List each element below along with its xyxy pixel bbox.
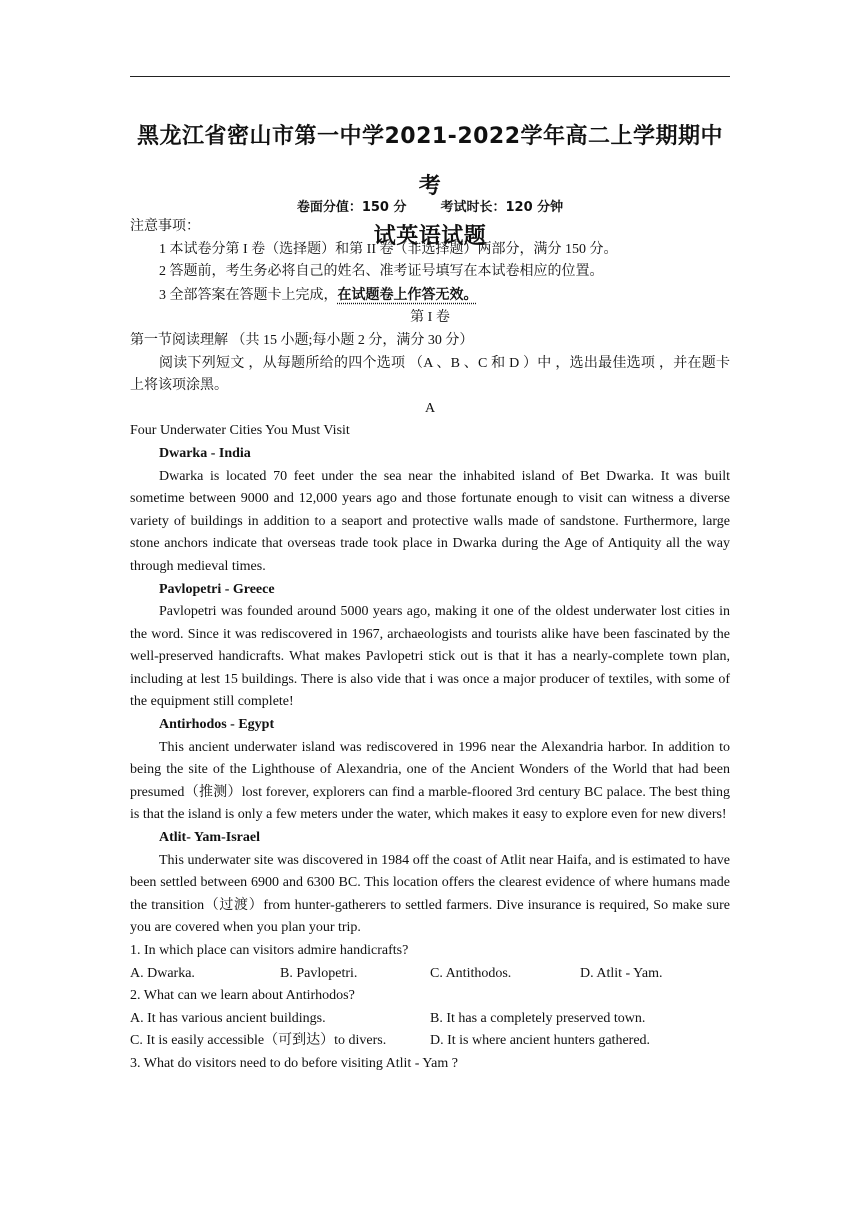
section-text-antirhodos: This ancient underwater island was rediscovered in 1996 near the Alexandria harbor. In addition to being the site of the Lighthouse of Alexandria, one of the Ancient Wonders of the World that had been presumed（推测）lost forever, explorers can find a marble-floored 3rd century BC palace. The best thing is that the island is only a few meters under the water, which makes it easy to explore even for new divers! — [130, 739, 730, 823]
notice-item-3-text: 3 全部答案在答题卡上完成， — [159, 287, 338, 303]
passage-letter: A — [424, 400, 436, 416]
exam-meta — [130, 196, 730, 215]
volume-label: 第 I 卷 — [410, 310, 450, 326]
question-1-option-a: A. Dwarka. — [130, 965, 195, 981]
question-2-option-b: B. It has a completely preserved town. — [430, 1010, 646, 1026]
instruction-text: 阅读下列短文 ，从每题所给的四个选项 （A 、B 、C 和 D ）中 ，选出最佳选项 ，并在题卡上将该项涂黑。 — [130, 355, 730, 394]
title-line-1: 黑龙江省密山市第一中学2021-2022学年高二上学期期中考 — [136, 124, 724, 199]
notice-item-3 — [130, 284, 730, 308]
passage-title: Four Underwater Cities You Must Visit — [130, 423, 350, 439]
section-heading-pavlopetri: Pavlopetri - Greece — [159, 581, 275, 597]
question-1-option-c: C. Antithodos. — [430, 965, 512, 981]
exam-body — [130, 216, 730, 1076]
score-info: 卷面分值：150 分 — [296, 200, 407, 215]
section-text-dwarka: Dwarka is located 70 feet under the sea near the inhabited island of Bet Dwarka. It was built sometime between 9000 and 12,000 years ago and those fortunate enough to visit can witness a diverse variety of buildings in addition to a seaport and protective walls made of sandstone. Furthermore, large stone anchors indicate that overseas trade took place in Dwarka during the Age of Antiquity all the way through medieval times. — [130, 468, 730, 574]
notice-item-3-emphasis: 在试题卷上作答无效。 — [337, 286, 478, 303]
question-2-option-a: A. It has various ancient buildings. — [130, 1010, 326, 1026]
section-text-atlit-yam: This underwater site was discovered in 1984 off the coast of Atlit near Haifa, and is estimated to have been settled between 6900 and 6300 BC. This location offers the clearest evidence of where humans made the transition（过渡）from hunter-gatherers to settled farmers. Dive insurance is required, So make sure you are covered when you plan your trip. — [130, 852, 730, 936]
section-text-pavlopetri: Pavlopetri was founded around 5000 years ago, making it one of the oldest underwater lost cities in the word. Since it was rediscovered in 1967, archaeologists and tourists alike have been fascinated by the well-preserved handicrafts. What makes Pavlopetri stick out is that it has a nearly-complete town plan, including at lest 15 buildings. There is also vide that i was once a major producer of textiles, with some of the equipment still complete! — [130, 604, 730, 710]
question-2-stem: 2. What can we learn about Antirhodos? — [130, 988, 355, 1004]
notice-item-1: 1 本试卷分第 I 卷（选择题）和第 II 卷（非选择题）两部分，满分 150 分。 — [159, 241, 618, 257]
question-2-options-row-2 — [130, 1030, 730, 1053]
question-2-options-row-1 — [130, 1008, 730, 1031]
question-1-stem: 1. In which place can visitors admire handicrafts? — [130, 943, 409, 958]
notice-item-2: 2 答题前，考生务必将自己的姓名、准考证号填写在本试卷相应的位置。 — [159, 264, 604, 280]
section-heading-dwarka: Dwarka - India — [159, 445, 251, 461]
question-1-option-b: B. Pavlopetri. — [280, 965, 358, 981]
part-heading: 第一节阅读理解 （共 15 小题;每小题 2 分，满分 30 分） — [130, 332, 474, 348]
question-1-option-d: D. Atlit - Yam. — [580, 965, 663, 981]
time-info: 考试时长：120 分钟 — [440, 200, 564, 215]
notice-heading: 注意事项： — [130, 219, 200, 234]
question-3-stem: 3. What do visitors need to do before visiting Atlit - Yam ? — [130, 1055, 458, 1071]
question-2-option-c: C. It is easily accessible（可到达）to divers. — [130, 1033, 387, 1049]
header-rule — [130, 76, 730, 77]
section-heading-atlit-yam: Atlit- Yam-Israel — [159, 830, 260, 846]
title-line-2: 试英语试题 — [373, 224, 487, 249]
question-1-options — [130, 963, 730, 986]
question-2-option-d: D. It is where ancient hunters gathered. — [430, 1033, 651, 1049]
section-heading-antirhodos: Antirhodos - Egypt — [159, 717, 275, 733]
